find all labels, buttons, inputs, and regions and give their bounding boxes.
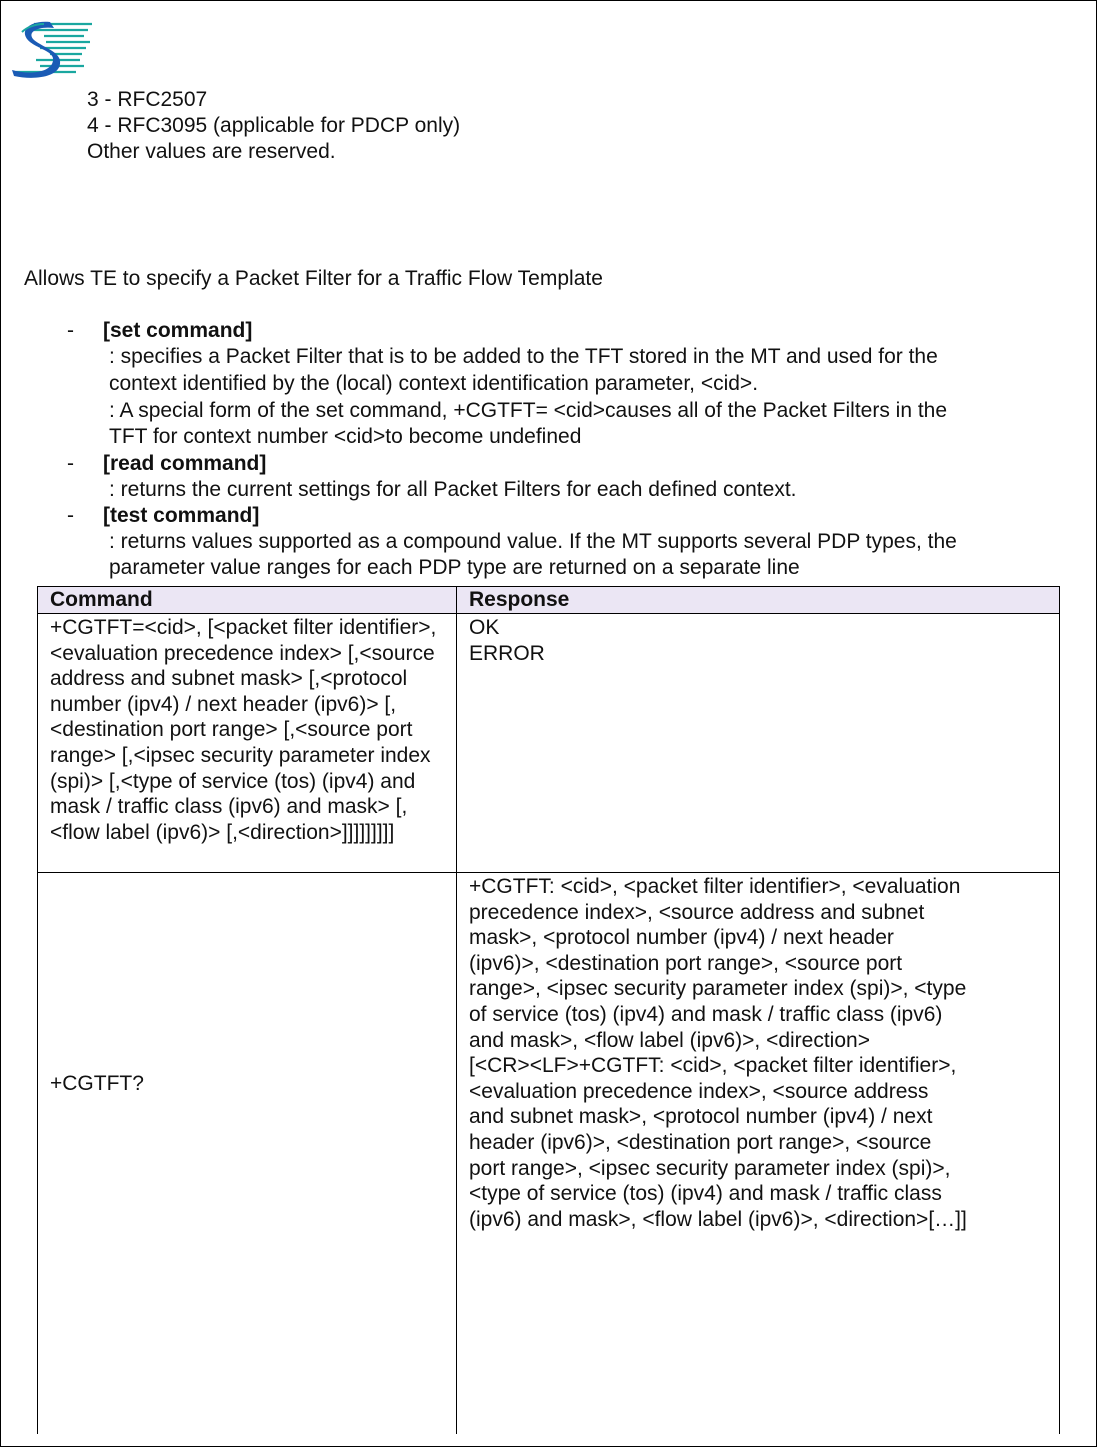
set-command-desc: TFT for context number <cid>to become undefined [109,425,582,448]
bullet-dash: - [67,319,74,342]
command-response-table [37,586,1060,1434]
read-command-title: [read command] [103,452,267,475]
bullet-dash: - [67,504,74,527]
bullet-dash: - [67,452,74,475]
set-command-desc: : specifies a Packet Filter that is to be added to the TFT stored in the MT and used for the [109,345,938,368]
company-logo [10,18,94,82]
set-command-desc: context identified by the (local) context identification parameter, <cid>. [109,372,759,395]
set-command-desc: : A special form of the set command, +CGTFT= <cid>causes all of the Packet Filters in the [109,399,948,422]
set-command-title: [set command] [103,319,253,342]
table-header-row [38,587,1060,614]
list-item-rfc2507: 3 - RFC2507 [87,88,208,111]
response-cell: OK ERROR [457,614,1060,873]
test-command-desc: : returns values supported as a compound value. If the MT supports several PDP types, the [109,530,957,553]
table-row [38,614,1060,873]
column-header-response: Response [457,587,1060,614]
list-item-reserved: Other values are reserved. [87,140,336,163]
read-command-desc: : returns the current settings for all Packet Filters for each defined context. [109,478,797,501]
list-item-rfc3095: 4 - RFC3095 (applicable for PDCP only) [87,114,461,137]
command-cell: +CGTFT=<cid>, [<packet filter identifier>, <evaluation precedence index> [,<source address and subnet mask> [,<protocol number (ipv4) / next header (ipv6)> [,<destination port range> [,<source port range> [,<ipsec security parameter index (spi)> [,<type of service (tos) (ipv4) and mask / traffic class (ipv6) and mask> [,<flow label (ipv6)> [,<direction>]]]]]]]]] [38,614,457,873]
table-row [38,873,1060,1435]
column-header-command: Command [38,587,457,614]
test-command-title: [test command] [103,504,260,527]
command-cell: +CGTFT? [38,873,457,1435]
response-cell: +CGTFT: <cid>, <packet filter identifier>, <evaluation precedence index>, <source address and subnet mask>, <protocol number (ipv4) / next header (ipv6)>, <destination port range>, <source port range>, <ipsec security parameter index (spi)>, <type of service (tos) (ipv4) and mask / traffic class (ipv6) and mask>, <flow label (ipv6)>, <direction> [<CR><LF>+CGTFT: <cid>, <packet filter identifier>, <evaluation precedence index>, <source address and subnet mask>, <protocol number (ipv4) / next header (ipv6)>, <destination port range>, <source port range>, <ipsec security parameter index (spi)>, <type of service (tos) (ipv4) and mask / traffic class (ipv6) and mask>, <flow label (ipv6)>, <direction>[…]] [457,873,1060,1435]
test-command-desc: parameter value ranges for each PDP type are returned on a separate line [109,556,800,579]
intro-text: Allows TE to specify a Packet Filter for a Traffic Flow Template [24,267,603,290]
